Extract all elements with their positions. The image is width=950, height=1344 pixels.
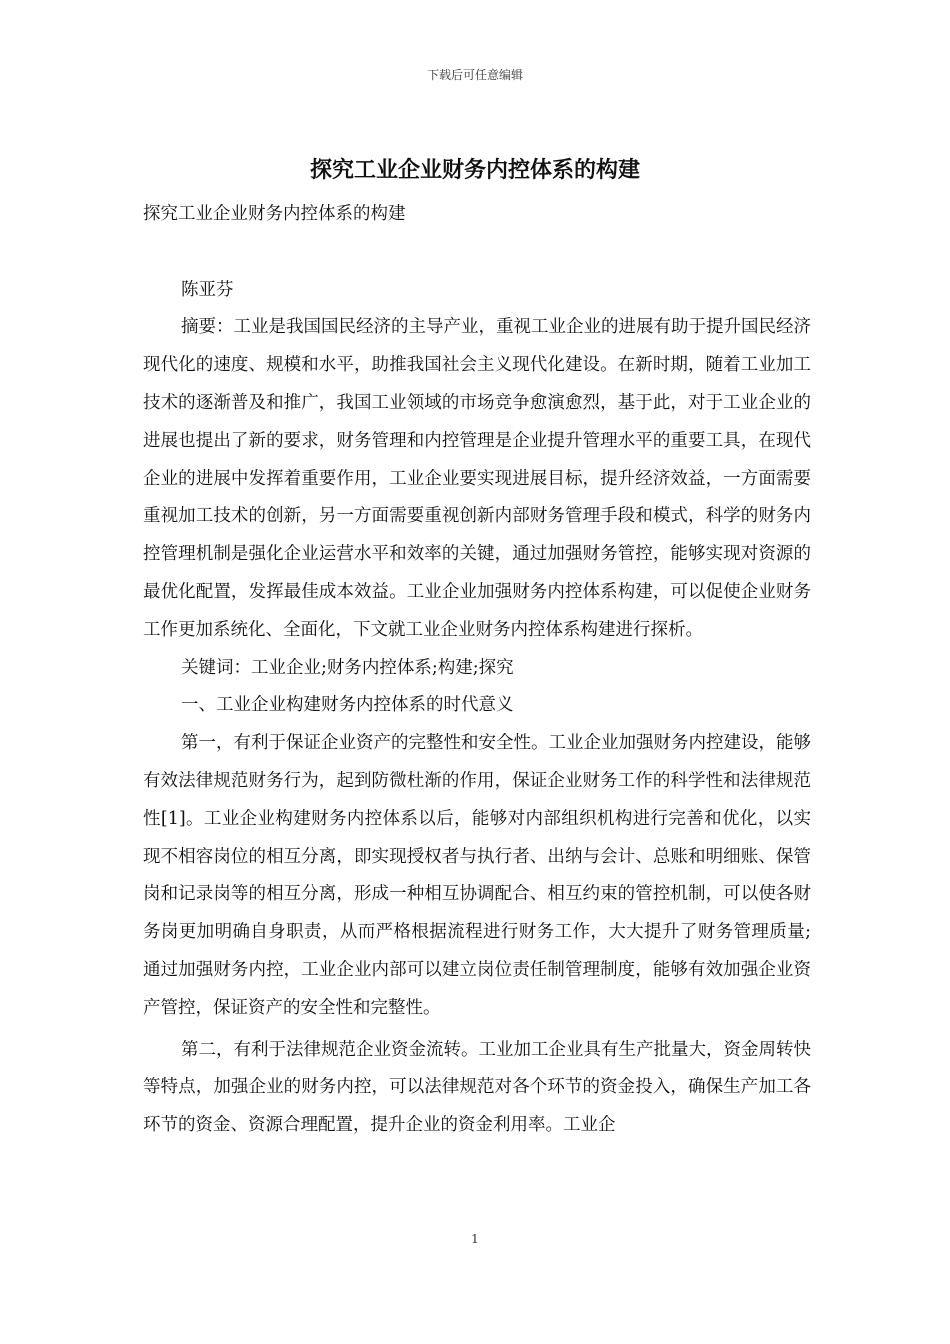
author-name: 陈亚芬	[181, 279, 234, 300]
page-header-note: 下载后可任意编辑	[426, 68, 523, 82]
abstract-paragraph: 摘要：工业是我国国民经济的主导产业，重视工业企业的进展有助于提升国民经济现代化的速度、规模和水平，助推我国社会主义现代化建设。在新时期，随着工业加工技术的逐渐普及和推广，我国工业领域的市场竞争愈演愈烈，基于此，对于工业企业的进展也提出了新的要求，财务管理和内控管理是企业提升管理水平的重要工具，在现代企业的进展中发挥着重要作用，工业企业要实现进展目标，提升经济效益，一方面需要重视加工技术的创新，另一方面需要重视创新内部财务管理手段和模式，科学的财务内控管理机制是强化企业运营水平和效率的关键，通过加强财务管控，能够实现对资源的最优化配置，发挥最佳成本效益。工业企业加强财务内控体系构建，可以促使企业财务工作更加系统化、全面化，下文就工业企业财务内控体系构建进行探析。	[143, 317, 811, 640]
document-title: 探究工业企业财务内控体系的构建	[309, 157, 640, 183]
page-number: 1	[471, 1232, 479, 1246]
document-subtitle: 探究工业企业财务内控体系的构建	[143, 204, 406, 224]
body-paragraph: 第二，有利于法律规范企业资金流转。工业加工企业具有生产批量大，资金周转快等特点，加强企业的财务内控，可以法律规范对各个环节的资金投入，确保生产加工各环节的资金、资源合理配置，提升企业的资金利用率。工业企	[143, 1039, 811, 1136]
keywords-line: 关键词：工业企业;财务内控体系;构建;探究	[181, 657, 514, 678]
section-heading: 一、工业企业构建财务内控体系的时代意义	[181, 695, 514, 716]
document-body	[143, 196, 811, 1145]
body-paragraph: 第一，有利于保证企业资产的完整性和安全性。工业企业加强财务内控建设，能够有效法律规范财务行为，起到防微杜渐的作用，保证企业财务工作的科学性和法律规范性[1]。工业企业构建财务内控体系以后，能够对内部组织机构进行完善和优化，以实现不相容岗位的相互分离，即实现授权者与执行者、出纳与会计、总账和明细账、保管岗和记录岗等的相互分离，形成一种相互协调配合、相互约束的管控机制，可以使各财务岗更加明确自身职责，从而严格根据流程进行财务工作，大大提升了财务管理质量;通过加强财务内控，工业企业内部可以建立岗位责任制管理制度，能够有效加强企业资产管控，保证资产的安全性和完整性。	[143, 733, 811, 1018]
blank-line	[143, 234, 811, 272]
